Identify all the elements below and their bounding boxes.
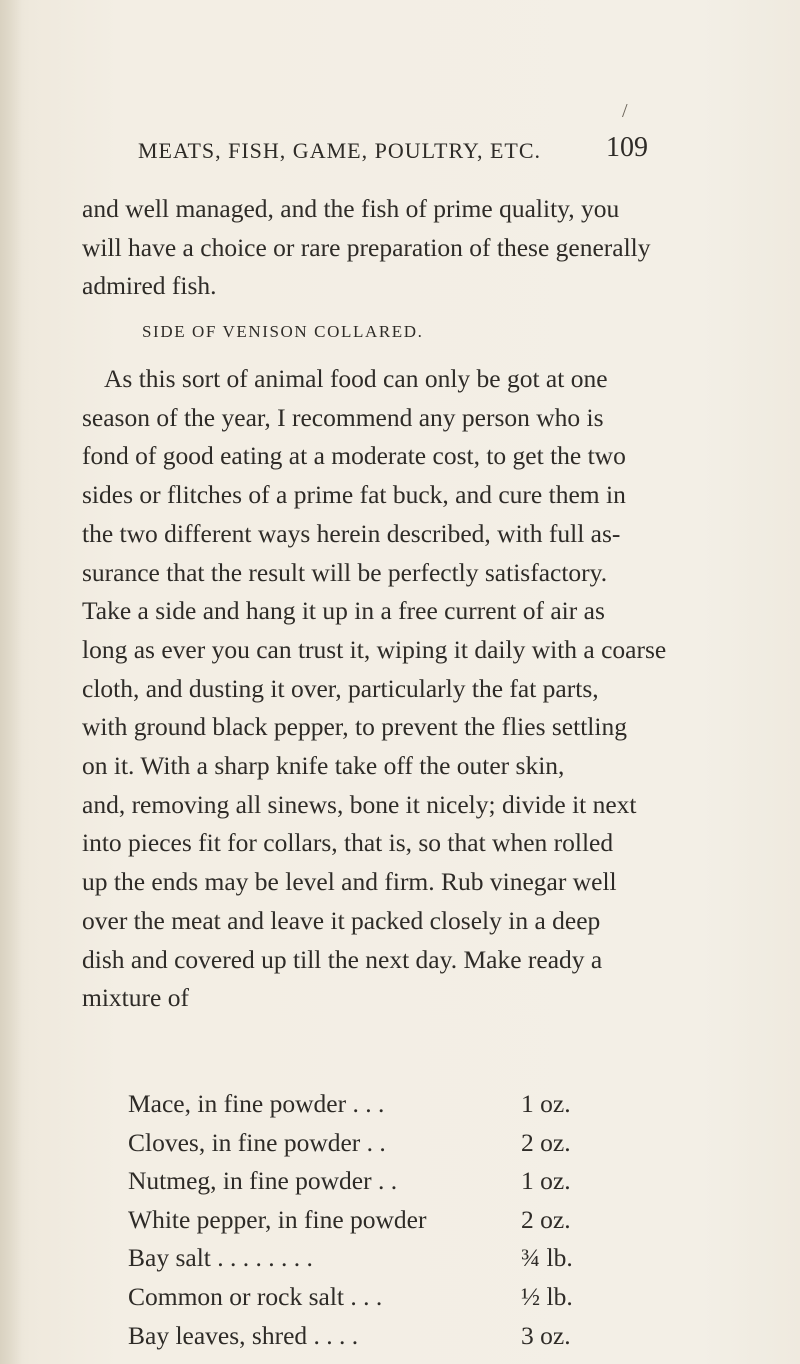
running-title: MEATS, FISH, GAME, POULTRY, ETC. [138, 138, 542, 163]
section-title: SIDE OF VENISON COLLARED. [142, 322, 424, 341]
stray-mark: / [622, 100, 628, 122]
text-line: long as ever you can trust it, wiping it daily with a coarse [82, 634, 667, 664]
ingredient-quantity: 3 oz. [521, 1320, 571, 1350]
ingredient-row [128, 1162, 658, 1201]
ingredient-quantity: 2 oz. [521, 1127, 571, 1157]
ingredient-quantity: 1 oz. [521, 1089, 571, 1118]
text-line: admired fish. [82, 271, 217, 301]
ingredient-row [128, 1317, 658, 1356]
text-line: and well managed, and the fish of prime quality, you [82, 194, 620, 223]
text-line: As this sort of animal food can only be got at one [104, 364, 608, 393]
ingredient-name: Bay salt . . . . . . . . [128, 1243, 313, 1273]
gutter-shadow [0, 0, 22, 1364]
text-line: on it. With a sharp knife take off the outer skin, [82, 751, 565, 781]
text-line: mixture of [82, 983, 189, 1013]
ingredient-name: White pepper, in fine powder [128, 1204, 427, 1234]
paragraph-intro [82, 190, 692, 306]
ingredient-name: Mace, in fine powder . . . [128, 1089, 385, 1118]
text-line: and, removing all sinews, bone it nicely; divide it next [82, 789, 637, 819]
ingredient-quantity: 2 oz. [521, 1204, 571, 1234]
ingredient-name: Bay leaves, shred . . . . [128, 1320, 359, 1350]
text-line: surance that the result will be perfectly satisfactory. [82, 557, 608, 587]
ingredient-list [128, 1085, 658, 1355]
ingredient-row [128, 1278, 658, 1317]
text-line: Take a side and hang it up in a free current of air as [82, 596, 605, 626]
text-line: fond of good eating at a moderate cost, to get the two [82, 441, 626, 471]
text-line: over the meat and leave it packed closely in a deep [82, 905, 601, 935]
text-line: will have a choice or rare preparation of these generally [82, 232, 651, 262]
page-number: 109 [606, 132, 648, 163]
text-line: the two different ways herein described, with full as- [82, 518, 621, 548]
ingredient-name: Cloves, in fine powder . . [128, 1127, 386, 1157]
paragraph-recipe [82, 360, 692, 1018]
text-line: cloth, and dusting it over, particularly the fat parts, [82, 673, 599, 703]
ingredient-quantity: 1 oz. [521, 1166, 571, 1196]
ingredient-row [128, 1239, 658, 1278]
ingredient-quantity: ¾ lb. [521, 1243, 573, 1273]
text-line: with ground black pepper, to prevent the flies settling [82, 712, 627, 742]
ingredient-row [128, 1085, 658, 1124]
text-line: sides or flitches of a prime fat buck, and cure them in [82, 480, 626, 510]
text-line: up the ends may be level and firm. Rub vinegar well [82, 867, 617, 897]
ingredient-name: Nutmeg, in fine powder . . [128, 1166, 398, 1196]
text-line: dish and covered up till the next day. Make ready a [82, 944, 603, 974]
text-line: season of the year, I recommend any person who is [82, 402, 604, 432]
text-line: into pieces fit for collars, that is, so that when rolled [82, 828, 614, 858]
ingredient-name: Common or rock salt . . . [128, 1281, 383, 1311]
ingredient-row [128, 1124, 658, 1163]
ingredient-quantity: ½ lb. [521, 1281, 573, 1311]
ingredient-row [128, 1201, 658, 1240]
